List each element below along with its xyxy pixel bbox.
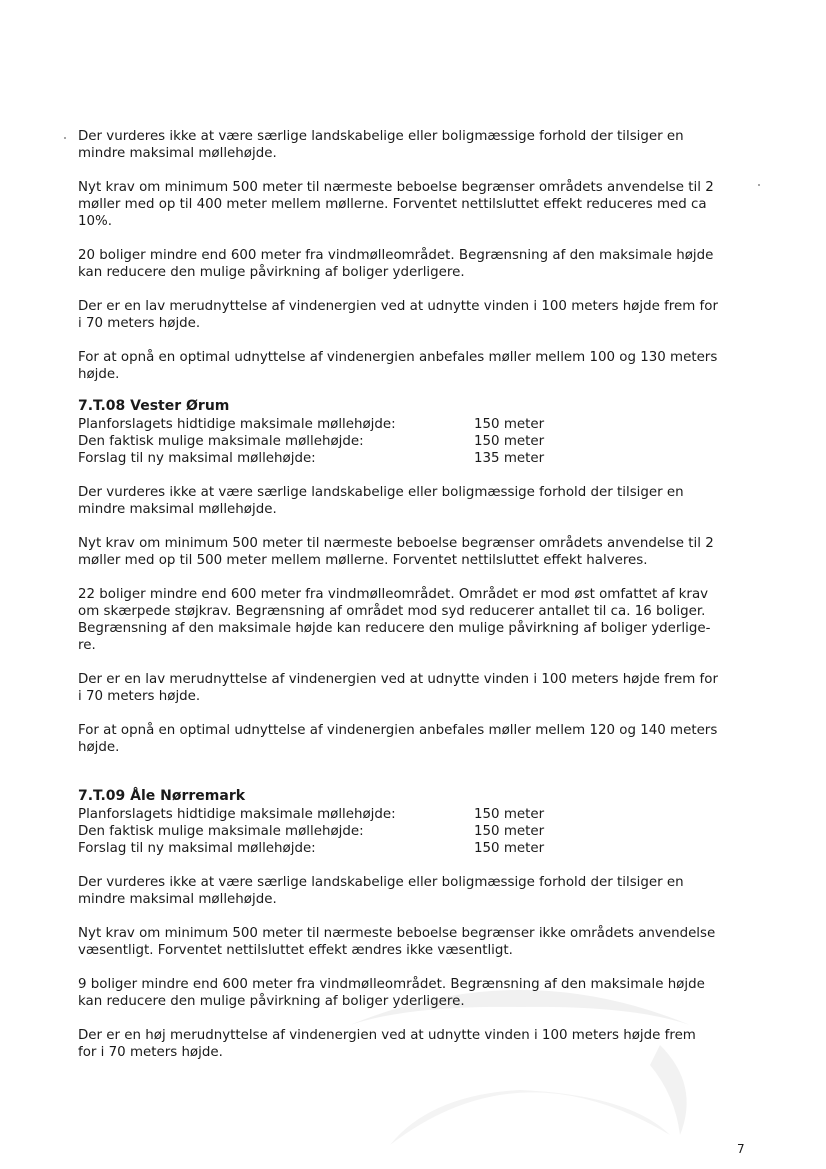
height-label: Forslag til ny maksimal møllehøjde:	[78, 841, 316, 856]
height-label: Forslag til ny maksimal møllehøjde:	[78, 451, 316, 466]
paragraph: Der vurderes ikke at være særlige landskabelige eller boligmæssige forhold der tilsiger en mindre maksimal møllehøjde.	[78, 485, 684, 517]
height-label: Planforslagets hidtidige maksimale møllehøjde:	[78, 807, 396, 822]
paragraph: 22 boliger mindre end 600 meter fra vindmølleområdet. Området er mod øst omfattet af krav om skærpede støjkrav. Begrænsning af området mod syd reducerer antallet til ca. 16 boliger. Begrænsning af den maksimale højde kan reducere den mulige påvirkning af boliger yderlige- re.	[78, 587, 711, 653]
height-label: Planforslagets hidtidige maksimale møllehøjde:	[78, 417, 396, 432]
height-row	[78, 840, 578, 857]
paragraph: Der vurderes ikke at være særlige landskabelige eller boligmæssige forhold der tilsiger en mindre maksimal møllehøjde.	[78, 875, 684, 907]
scan-speck	[64, 137, 66, 139]
section-heading: 7.T.09 Åle Nørremark	[78, 788, 246, 804]
height-value: 135 meter	[474, 451, 545, 466]
paragraph: For at opnå en optimal udnyttelse af vindenergien anbefales møller mellem 100 og 130 meters højde.	[78, 350, 718, 382]
height-row	[78, 450, 578, 467]
paragraph: 9 boliger mindre end 600 meter fra vindmølleområdet. Begrænsning af den maksimale højde kan reducere den mulige påvirkning af boliger yderligere.	[78, 977, 705, 1009]
height-label: Den faktisk mulige maksimale møllehøjde:	[78, 824, 364, 839]
paragraph: Nyt krav om minimum 500 meter til nærmeste beboelse begrænser områdets anvendelse til 2 møller med op til 400 meter mellem møllerne. Forventet nettilsluttet effekt reduceres med ca 10%.	[78, 180, 714, 229]
paragraph: Der vurderes ikke at være særlige landskabelige eller boligmæssige forhold der tilsiger en mindre maksimal møllehøjde.	[78, 129, 684, 161]
height-row	[78, 416, 578, 433]
height-value: 150 meter	[474, 807, 545, 822]
paragraph: Der er en lav merudnyttelse af vindenergien ved at udnytte vinden i 100 meters højde frem for i 70 meters højde.	[78, 672, 718, 704]
paragraph: Nyt krav om minimum 500 meter til nærmeste beboelse begrænser områdets anvendelse til 2 møller med op til 500 meter mellem møllerne. Forventet nettilsluttet effekt halveres.	[78, 536, 714, 568]
paragraph: Nyt krav om minimum 500 meter til nærmeste beboelse begrænser ikke områdets anvendelse væsentligt. Forventet nettilsluttet effekt ændres ikke væsentligt.	[78, 926, 716, 958]
scan-speck	[758, 184, 760, 186]
height-label: Den faktisk mulige maksimale møllehøjde:	[78, 434, 364, 449]
section-heading: 7.T.08 Vester Ørum	[78, 398, 230, 414]
height-value: 150 meter	[474, 417, 545, 432]
paragraph: 20 boliger mindre end 600 meter fra vindmølleområdet. Begrænsning af den maksimale højde kan reducere den mulige påvirkning af boliger yderligere.	[78, 248, 714, 280]
paragraph: Der er en lav merudnyttelse af vindenergien ved at udnytte vinden i 100 meters højde frem for i 70 meters højde.	[78, 299, 718, 331]
height-value: 150 meter	[474, 824, 545, 839]
page-number: 7	[737, 1142, 745, 1156]
height-value: 150 meter	[474, 841, 545, 856]
height-value: 150 meter	[474, 434, 545, 449]
height-row	[78, 433, 578, 450]
height-row	[78, 823, 578, 840]
height-row	[78, 806, 578, 823]
paragraph: Der er en høj merudnyttelse af vindenergien ved at udnytte vinden i 100 meters højde frem for i 70 meters højde.	[78, 1028, 696, 1060]
paragraph: For at opnå en optimal udnyttelse af vindenergien anbefales møller mellem 120 og 140 meters højde.	[78, 723, 718, 755]
